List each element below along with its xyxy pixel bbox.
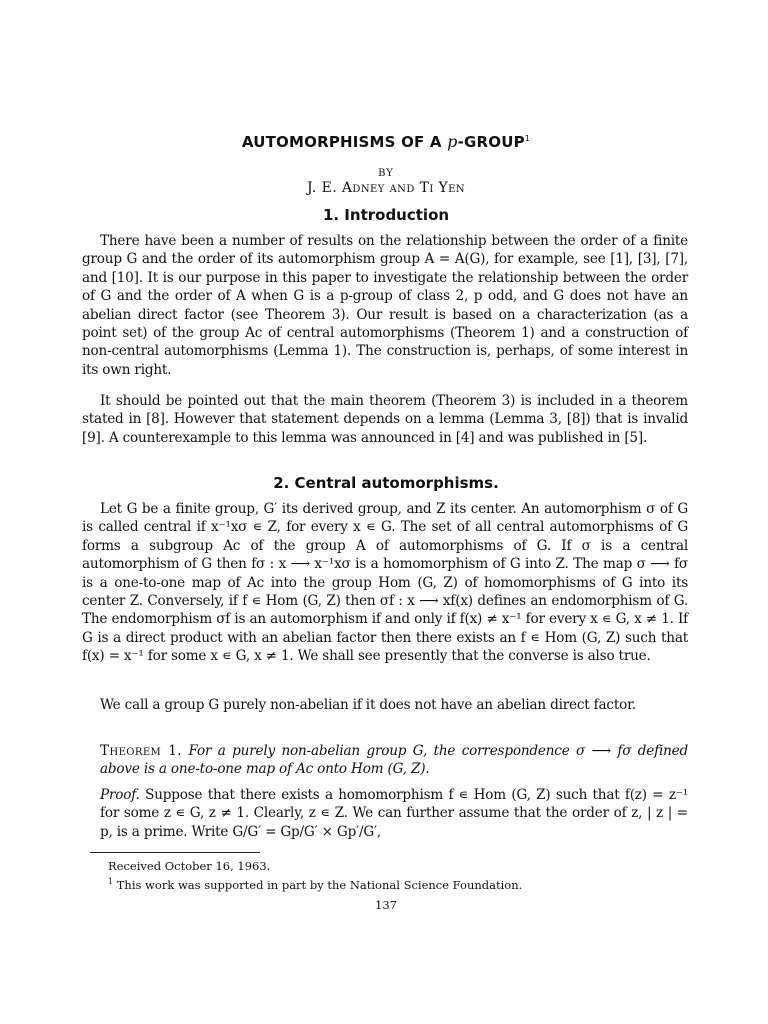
proof-label: Proof. [100, 787, 140, 803]
footnote-received: Received October 16, 1963. [108, 859, 271, 873]
theorem-statement: For a purely non-abelian group G, the correspondence σ ⟶ fσ defined above is a one-to-one map of Ac onto Hom (G, Z). [100, 743, 688, 778]
paragraph-central-2: We call a group G purely non-abelian if it does not have an abelian direct factor. [100, 697, 636, 713]
byline-label: BY [378, 168, 394, 179]
paper-title [82, 132, 690, 151]
page-number: 137 [375, 898, 397, 912]
footnote-mark: 1 [108, 877, 114, 886]
footnote-text: This work was supported in part by the National Science Foundation. [116, 877, 523, 892]
theorem-1 [82, 742, 688, 779]
footnote-divider [90, 852, 260, 853]
footnote-funding [108, 874, 522, 893]
title-tail: -GROUP [457, 133, 525, 151]
section-heading-introduction: 1. Introduction [322, 206, 450, 224]
title-text: AUTOMORPHISMS OF A [241, 133, 448, 151]
paragraph-intro-2: It should be pointed out that the main theorem (Theorem 3) is included in a theorem stated in [8]. However that statement depends on a lemma (Lemma 3, [8]) that is invalid [9]. A counterexample to this lemma was announced in [4] and was published in [5]. [82, 393, 688, 446]
section-heading-central-automorphisms: 2. Central automorphisms. [273, 474, 499, 492]
proof [82, 786, 688, 841]
title-footnote-mark: 1 [524, 134, 531, 143]
theorem-label: Theorem 1. [100, 743, 183, 759]
title-variable: p [447, 132, 458, 151]
author-list: J. E. Adney and Ti Yen [306, 180, 466, 196]
paragraph-intro-1: There have been a number of results on the relationship between the order of a finite group G and the order of its automorphism group A = A(G), for example, see [1], [3], [7], and [10]. It is our purpose in this paper to investigate the relationship between the order of G and the order of A when G is a p-group of class 2, p odd, and G does not have an abelian direct factor (see Theorem 3). Our result is based on a characterization (as a point set) of the group Ac of central automorphisms (Theorem 1) and a construction of non-central automorphisms (Lemma 1). The construction is, perhaps, of some interest in its own right. [82, 233, 688, 378]
proof-text: Suppose that there exists a homomorphism f ∊ Hom (G, Z) such that f(z) = z⁻¹ for some z ∊ G, z ≠ 1. Clearly, z ∊ Z. We can further assume that the order of z, | z | = p, is a prime. Write G/G′ = Gp/G′ × Gp′/G′, [100, 787, 689, 840]
paragraph-central-1: Let G be a finite group, G′ its derived group, and Z its center. An automorphism σ of G is called central if x⁻¹xσ ∊ Z, for every x ∊ G. The set of all central automorphisms of G forms a subgroup Ac of the group A of automorphisms of G. If σ is a central automorphism of G then fσ : x ⟶ x⁻¹xσ is a homomorphism of G into Z. The map σ ⟶ fσ is a one-to-one map of Ac into the group Hom (G, Z) of homomorphisms of G into its center Z. Conversely, if f ∊ Hom (G, Z) then σf : x ⟶ xf(x) defines an endomorphism of G. The endomorphism σf is an automorphism if and only if f(x) ≠ x⁻¹ for every x ∊ G, x ≠ 1. If G is a direct product with an abelian factor then there exists an f ∊ Hom (G, Z) such that f(x) = x⁻¹ for some x ∊ G, x ≠ 1. We shall see presently that the converse is also true. [82, 501, 688, 665]
